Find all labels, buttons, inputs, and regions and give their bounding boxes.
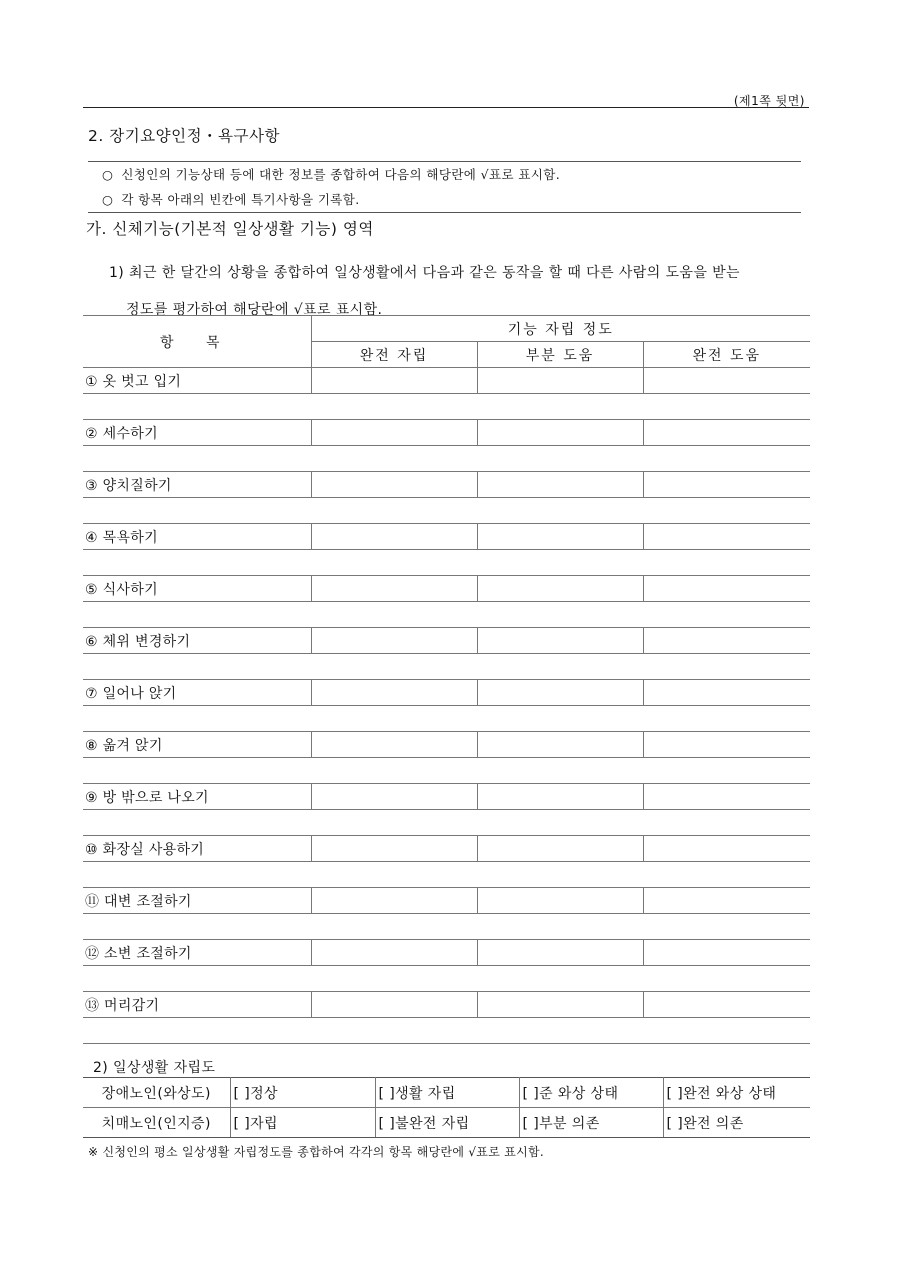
item-label: ⑪ 대변 조절하기 xyxy=(83,888,311,914)
item-label: ⑫ 소변 조절하기 xyxy=(83,940,311,966)
check-cell-partial-help[interactable] xyxy=(477,732,643,758)
check-cell-full-independence[interactable] xyxy=(311,420,477,446)
special-notes-field[interactable] xyxy=(83,914,810,940)
notes-row xyxy=(83,498,810,524)
circle-bullet-icon: ○ xyxy=(102,167,114,182)
check-cell-full-help[interactable] xyxy=(643,472,810,498)
item-label: ⑥ 체위 변경하기 xyxy=(83,628,311,654)
special-notes-field[interactable] xyxy=(83,1018,810,1044)
checkbox-icon[interactable]: [ ] xyxy=(378,1115,396,1132)
notes-row xyxy=(83,914,810,940)
note-text: 신청인의 기능상태 등에 대한 정보를 종합하여 다음의 해당란에 √표로 표시함. xyxy=(121,167,561,182)
item-label: ⑤ 식사하기 xyxy=(83,576,311,602)
section-title: 2. 장기요양인정・욕구사항 xyxy=(88,127,280,145)
instruction-notes xyxy=(88,161,801,213)
notes-row xyxy=(83,810,810,836)
option-cell[interactable] xyxy=(519,1108,663,1138)
check-cell-partial-help[interactable] xyxy=(477,420,643,446)
option-label: 정상 xyxy=(250,1085,278,1102)
checkbox-icon[interactable]: [ ] xyxy=(666,1115,684,1132)
checkbox-icon[interactable]: [ ] xyxy=(522,1115,540,1132)
option-cell[interactable] xyxy=(663,1078,810,1108)
check-cell-full-independence[interactable] xyxy=(311,472,477,498)
instruction-line-1: 1) 최근 한 달간의 상황을 종합하여 일상생활에서 다음과 같은 동작을 할 때 다른 사람의 도움을 받는 xyxy=(109,265,740,281)
check-cell-full-independence[interactable] xyxy=(311,576,477,602)
check-cell-partial-help[interactable] xyxy=(477,888,643,914)
note-2 xyxy=(102,190,360,208)
option-cell[interactable] xyxy=(375,1078,519,1108)
option-label: 생활 자립 xyxy=(395,1085,456,1102)
check-cell-full-help[interactable] xyxy=(643,992,810,1018)
notes-row xyxy=(83,966,810,992)
notes-row xyxy=(83,758,810,784)
column-header-partial-help: 부분 도움 xyxy=(477,342,643,368)
table-row xyxy=(83,420,810,446)
footnote: ※ 신청인의 평소 일상생활 자립정도를 종합하여 각각의 항목 해당란에 √표로 표시함. xyxy=(88,1145,544,1159)
notes-row xyxy=(83,550,810,576)
option-label: 부분 의존 xyxy=(539,1115,600,1132)
option-cell[interactable] xyxy=(375,1108,519,1138)
check-cell-full-help[interactable] xyxy=(643,732,810,758)
table-row xyxy=(83,732,810,758)
table-row xyxy=(83,836,810,862)
check-cell-full-help[interactable] xyxy=(643,628,810,654)
check-cell-partial-help[interactable] xyxy=(477,836,643,862)
check-cell-full-help[interactable] xyxy=(643,524,810,550)
table-row xyxy=(83,888,810,914)
checkbox-icon[interactable]: [ ] xyxy=(378,1085,396,1102)
item-label: ④ 목욕하기 xyxy=(83,524,311,550)
check-cell-full-independence[interactable] xyxy=(311,940,477,966)
check-cell-full-independence[interactable] xyxy=(311,888,477,914)
table-row xyxy=(83,940,810,966)
item-column-header: 항 목 xyxy=(83,316,311,368)
option-cell[interactable] xyxy=(519,1078,663,1108)
special-notes-field[interactable] xyxy=(83,966,810,992)
option-cell[interactable] xyxy=(230,1078,375,1108)
check-cell-partial-help[interactable] xyxy=(477,992,643,1018)
circle-bullet-icon: ○ xyxy=(102,192,114,207)
item-label: ⑦ 일어나 앉기 xyxy=(83,680,311,706)
page-reference: (제1쪽 뒷면) xyxy=(733,94,805,108)
notes-row xyxy=(83,706,810,732)
independence-level-header: 기능 자립 정도 xyxy=(311,316,810,342)
check-cell-full-independence[interactable] xyxy=(311,628,477,654)
check-cell-partial-help[interactable] xyxy=(477,628,643,654)
option-label: 불완전 자립 xyxy=(395,1115,470,1132)
notes-row xyxy=(83,654,810,680)
check-cell-full-help[interactable] xyxy=(643,836,810,862)
row-label: 치매노인(인지증) xyxy=(83,1108,230,1138)
check-cell-full-independence[interactable] xyxy=(311,680,477,706)
checkbox-icon[interactable]: [ ] xyxy=(233,1115,251,1132)
column-header-full-independence: 완전 자립 xyxy=(311,342,477,368)
special-notes-field[interactable] xyxy=(83,394,810,420)
special-notes-field[interactable] xyxy=(83,654,810,680)
option-cell[interactable] xyxy=(663,1108,810,1138)
column-header-full-help: 완전 도움 xyxy=(643,342,810,368)
special-notes-field[interactable] xyxy=(83,498,810,524)
special-notes-field[interactable] xyxy=(83,810,810,836)
item-label: ⑧ 옮겨 앉기 xyxy=(83,732,311,758)
special-notes-field[interactable] xyxy=(83,758,810,784)
daily-independence-title: 2) 일상생활 자립도 xyxy=(93,1060,216,1076)
check-cell-full-help[interactable] xyxy=(643,784,810,810)
special-notes-field[interactable] xyxy=(83,706,810,732)
function-assessment-table xyxy=(83,315,810,1044)
option-label: 완전 의존 xyxy=(683,1115,744,1132)
top-rule xyxy=(83,107,809,108)
check-cell-full-independence[interactable] xyxy=(311,992,477,1018)
check-cell-full-help[interactable] xyxy=(643,940,810,966)
check-cell-full-help[interactable] xyxy=(643,368,810,394)
note-1 xyxy=(102,165,560,183)
checkbox-icon[interactable]: [ ] xyxy=(666,1085,684,1102)
check-cell-partial-help[interactable] xyxy=(477,524,643,550)
check-cell-full-help[interactable] xyxy=(643,576,810,602)
table-row xyxy=(83,1078,810,1108)
check-cell-full-independence[interactable] xyxy=(311,732,477,758)
special-notes-field[interactable] xyxy=(83,602,810,628)
option-label: 자립 xyxy=(250,1115,278,1132)
check-cell-full-independence[interactable] xyxy=(311,524,477,550)
item-label: ① 옷 벗고 입기 xyxy=(83,368,311,394)
item-label: ③ 양치질하기 xyxy=(83,472,311,498)
check-cell-full-independence[interactable] xyxy=(311,784,477,810)
table-row xyxy=(83,524,810,550)
item-label: ② 세수하기 xyxy=(83,420,311,446)
option-label: 준 와상 상태 xyxy=(539,1085,619,1102)
special-notes-field[interactable] xyxy=(83,862,810,888)
option-label: 완전 와상 상태 xyxy=(683,1085,777,1102)
item-label: ⑨ 방 밖으로 나오기 xyxy=(83,784,311,810)
notes-row xyxy=(83,862,810,888)
table-row xyxy=(83,472,810,498)
subsection-title: 가. 신체기능(기본적 일상생활 기능) 영역 xyxy=(86,220,374,238)
daily-independence-table xyxy=(83,1077,810,1138)
instruction-line-2: 정도를 평가하여 해당란에 √표로 표시함. xyxy=(126,302,383,318)
notes-row xyxy=(83,602,810,628)
table-row xyxy=(83,628,810,654)
notes-row xyxy=(83,394,810,420)
item-label: ⑬ 머리감기 xyxy=(83,992,311,1018)
table-row xyxy=(83,1108,810,1138)
check-cell-full-independence[interactable] xyxy=(311,836,477,862)
special-notes-field[interactable] xyxy=(83,550,810,576)
checkbox-icon[interactable]: [ ] xyxy=(233,1085,251,1102)
notes-row xyxy=(83,1018,810,1044)
table-row xyxy=(83,680,810,706)
check-cell-full-help[interactable] xyxy=(643,888,810,914)
check-cell-partial-help[interactable] xyxy=(477,368,643,394)
checkbox-icon[interactable]: [ ] xyxy=(522,1085,540,1102)
table-row xyxy=(83,368,810,394)
option-cell[interactable] xyxy=(230,1108,375,1138)
notes-row xyxy=(83,446,810,472)
check-cell-full-help[interactable] xyxy=(643,420,810,446)
check-cell-partial-help[interactable] xyxy=(477,472,643,498)
table-row xyxy=(83,992,810,1018)
item-label: ⑩ 화장실 사용하기 xyxy=(83,836,311,862)
special-notes-field[interactable] xyxy=(83,446,810,472)
table-row xyxy=(83,576,810,602)
note-text: 각 항목 아래의 빈칸에 특기사항을 기록함. xyxy=(121,192,360,207)
check-cell-partial-help[interactable] xyxy=(477,784,643,810)
check-cell-full-help[interactable] xyxy=(643,680,810,706)
check-cell-partial-help[interactable] xyxy=(477,576,643,602)
check-cell-full-independence[interactable] xyxy=(311,368,477,394)
table-row xyxy=(83,784,810,810)
check-cell-partial-help[interactable] xyxy=(477,940,643,966)
check-cell-partial-help[interactable] xyxy=(477,680,643,706)
row-label: 장애노인(와상도) xyxy=(83,1078,230,1108)
